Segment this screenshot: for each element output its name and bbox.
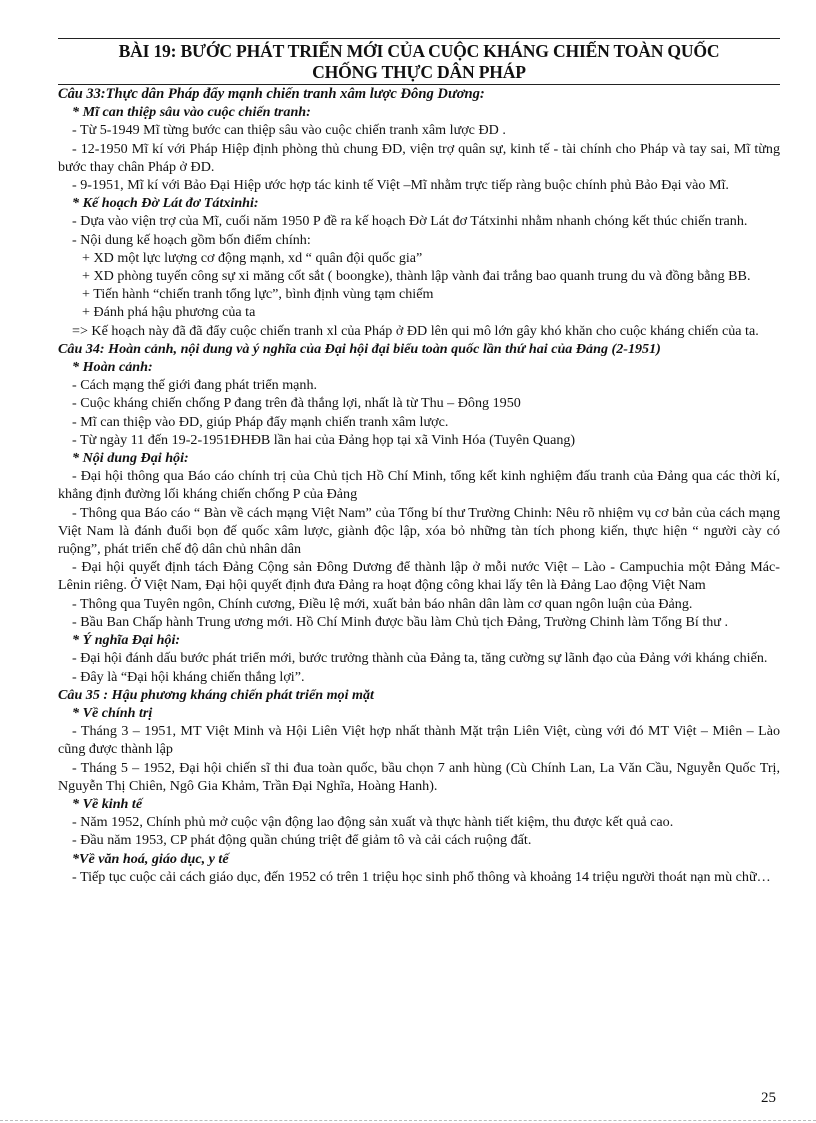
q34-subheading-1: * Hoàn cảnh:	[72, 359, 153, 376]
q34-paragraph: - Đại hội đánh dấu bước phát triển mới, bước trưởng thành của Đảng ta, tăng cường sự lãnh đạo của Đảng với kháng chiến.	[72, 650, 768, 667]
question-33-title: Thực dân Pháp đẩy mạnh chiến tranh xâm lược Đông Dương:	[105, 86, 485, 102]
document-page	[58, 38, 780, 886]
q34-paragraph: - Đại hội thông qua Báo cáo chính trị của Chủ tịch Hồ Chí Minh, tổng kết kinh nghiệm đấu tranh của Đảng qua các thời kí, khẳng định đường lối kháng chiến chống P của Đảng	[58, 468, 780, 503]
q33-subheading-2: * Kế hoạch Đờ Lát đơ Tátxinhi:	[72, 195, 259, 212]
question-35-heading: Câu 35 : Hậu phương kháng chiến phát triển mọi mặt	[58, 686, 374, 703]
title-line-2: CHỐNG THỰC DÂN PHÁP	[312, 62, 526, 82]
q33-paragraph: - Từ 5-1949 Mĩ từng bước can thiệp sâu vào cuộc chiến tranh xâm lược ĐD .	[72, 122, 506, 139]
question-34-heading: Câu 34: Hoàn cảnh, nội dung và ý nghĩa của Đại hội đại biểu toàn quốc lần thứ hai của Đảng (2-1951)	[58, 340, 661, 357]
page-number: 25	[761, 1090, 776, 1106]
q33-bullet: + Tiến hành “chiến tranh tổng lực”, bình định vùng tạm chiếm	[82, 286, 434, 303]
q34-paragraph: - Đây là “Đại hội kháng chiến thắng lợi”.	[72, 668, 305, 685]
q33-paragraph: - Dựa vào viện trợ của Mĩ, cuối năm 1950 P đề ra kế hoạch Đờ Lát đơ Tátxinhi nhằm nhanh chóng kết thúc chiến tranh.	[72, 213, 748, 230]
q34-paragraph: - Từ ngày 11 đến 19-2-1951ĐHĐB lần hai của Đảng họp tại xã Vinh Hóa (Tuyên Quang)	[72, 431, 576, 448]
q34-paragraph: - Thông qua Tuyên ngôn, Chính cương, Điều lệ mới, xuất bản báo nhân dân làm cơ quan ngôn luận của Đảng.	[72, 595, 693, 612]
page-title	[58, 39, 780, 84]
title-line-1: BÀI 19: BƯỚC PHÁT TRIỂN MỚI CỦA CUỘC KHÁNG CHIẾN TOÀN QUỐC	[118, 41, 720, 61]
q34-subheading-3: * Ý nghĩa Đại hội:	[72, 632, 181, 649]
q33-paragraph: - 12-1950 Mĩ kí với Pháp Hiệp định phòng thủ chung ĐD, viện trợ quân sự, kinh tế - tài chính cho Pháp và tay sai, Mĩ từng bước thay chân Pháp ở ĐD.	[58, 140, 780, 175]
q35-subheading-3: *Về văn hoá, giáo dục, y tế	[72, 850, 229, 867]
q35-paragraph: - Tháng 3 – 1951, MT Việt Minh và Hội Liên Việt hợp nhất thành Mặt trận Liên Việt, cùng với đó MT Việt – Miên – Lào cũng được thành lập	[58, 723, 780, 758]
q33-paragraph: - Nội dung kế hoạch gồm bốn điểm chính:	[72, 231, 311, 248]
q34-subheading-2: * Nội dung Đại hội:	[72, 450, 189, 467]
q34-paragraph: - Cách mạng thế giới đang phát triển mạnh.	[72, 377, 318, 394]
question-33-heading	[58, 85, 780, 103]
page-bottom-border	[0, 1120, 816, 1121]
q34-paragraph: - Đại hội quyết định tách Đảng Cộng sản Đông Dương để thành lập ở mỗi nước Việt – Lào - Campuchia một Đảng Mác- Lênin riêng. Ở Việt Nam, Đại hội quyết định đưa Đảng ra hoạt động công khai lấy tên là Đảng Lao động Việt Nam	[58, 559, 780, 594]
q35-paragraph: - Đầu năm 1953, CP phát động quần chúng triệt để giảm tô và cải cách ruộng đất.	[72, 832, 532, 849]
question-33-number: Câu 33:	[58, 86, 106, 102]
document-body	[58, 85, 780, 886]
q35-subheading-2: * Về kinh tế	[72, 795, 143, 812]
q33-bullet: + XD một lực lượng cơ động mạnh, xd “ quân đội quốc gia”	[82, 249, 423, 266]
q34-paragraph: - Mĩ can thiệp vào ĐD, giúp Pháp đẩy mạnh chiến tranh xâm lược.	[72, 413, 449, 430]
q33-subheading-1: * Mĩ can thiệp sâu vào cuộc chiến tranh:	[72, 104, 311, 121]
q33-bullet: + Đánh phá hậu phương của ta	[82, 304, 256, 321]
q35-paragraph: - Tháng 5 – 1952, Đại hội chiến sĩ thi đua toàn quốc, bầu chọn 7 anh hùng (Cù Chính Lan, La Văn Cầu, Nguyễn Quốc Trị, Nguyễn Thị Chiên, Ngô Gia Khảm, Trần Đại Nghĩa, Hoàng Hanh).	[58, 759, 780, 794]
q35-paragraph: - Năm 1952, Chính phủ mở cuộc vận động lao động sản xuất và thực hành tiết kiệm, thu được kết quả cao.	[72, 814, 674, 831]
q33-conclusion: => Kế hoạch này đã đã đẩy cuộc chiến tranh xl của Pháp ở ĐD lên qui mô lớn gây khó khăn cho cuộc kháng chiến của ta.	[72, 322, 759, 339]
q34-paragraph: - Cuộc kháng chiến chống P đang trên đà thắng lợi, nhất là từ Thu – Đông 1950	[72, 395, 521, 412]
q34-paragraph: - Thông qua Báo cáo “ Bàn về cách mạng Việt Nam” của Tổng bí thư Trường Chinh: Nêu rõ nhiệm vụ cơ bản của cách mạng Việt Nam là đánh đuổi bọn đế quốc xâm lược, giành độc lập, xóa bỏ những tàn tích phong kiến, thực hiện “ người cày có ruộng”, phát triển chế độ dân chủ nhân dân	[58, 504, 780, 558]
q33-bullet: + XD phòng tuyến công sự xi măng cốt sắt ( boongke), thành lập vành đai trắng bao quanh trung du và đồng bằng BB.	[82, 268, 751, 285]
q33-paragraph: - 9-1951, Mĩ kí với Bảo Đại Hiệp ước hợp tác kinh tế Việt –Mĩ nhằm trực tiếp ràng buộc chính phủ Bảo Đại vào Mĩ.	[72, 177, 729, 194]
q35-paragraph: - Tiếp tục cuộc cải cách giáo dục, đến 1952 có trên 1 triệu học sinh phổ thông và khoảng 14 triệu người thoát nạn mù chữ…	[72, 868, 771, 885]
q35-subheading-1: * Về chính trị	[72, 704, 153, 721]
q34-paragraph: - Bầu Ban Chấp hành Trung ương mới. Hồ Chí Minh được bầu làm Chủ tịch Đảng, Trường Chinh làm Tổng Bí thư .	[72, 613, 728, 630]
